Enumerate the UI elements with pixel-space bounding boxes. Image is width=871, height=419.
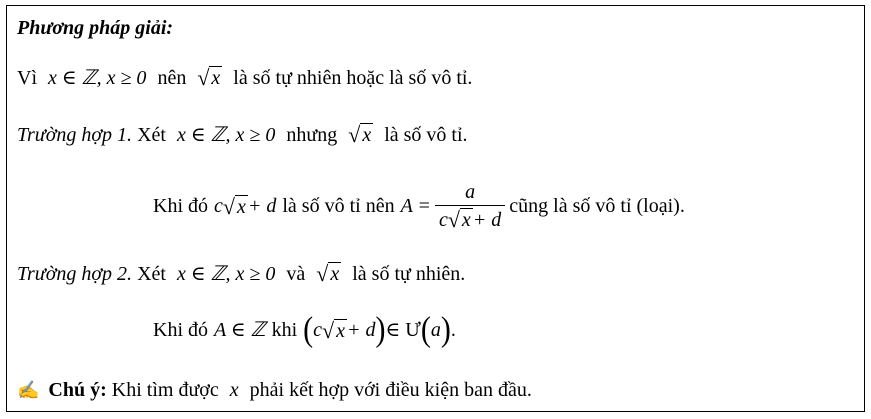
line1-prefix: Vì bbox=[17, 67, 37, 89]
khi: khi bbox=[271, 319, 298, 341]
case2-label: Trường hợp 2. bbox=[17, 263, 133, 285]
solution-box bbox=[6, 5, 865, 412]
note-label: Chú ý: bbox=[48, 379, 107, 401]
line1-condition: x ∈ ℤ, x ≥ 0 bbox=[48, 67, 147, 89]
case-2-detail: Khi đó A ∈ ℤ khi ( c √ x + d ) ∈ Ư ( a ) . bbox=[153, 310, 456, 349]
khi-do: Khi đó bbox=[153, 319, 208, 341]
A-equals: A = bbox=[400, 195, 431, 217]
case1-suffix: là số vô tỉ. bbox=[384, 124, 468, 146]
case-1 bbox=[17, 123, 468, 147]
case-1-detail bbox=[153, 178, 685, 234]
case1-mid: nhưng bbox=[286, 124, 338, 146]
case2-mid: và bbox=[286, 263, 306, 285]
fraction bbox=[435, 181, 505, 232]
note-text-after: phải kết hợp với điều kiện ban đầu. bbox=[249, 379, 532, 401]
case2-xet: Xét bbox=[137, 263, 166, 285]
case1-detail-suffix: cũng là số vô tỉ (loại). bbox=[509, 195, 685, 217]
case2-suffix: là số tự nhiên. bbox=[352, 263, 466, 285]
var-c: c bbox=[214, 195, 223, 217]
line1-mid: nên bbox=[157, 67, 187, 89]
A-in-Z: A ∈ ℤ bbox=[214, 319, 266, 341]
heading: Phương pháp giải: bbox=[17, 17, 174, 39]
sqrt-x: √ x bbox=[322, 317, 345, 343]
khi-do: Khi đó bbox=[153, 195, 208, 217]
in-U: ∈ Ư bbox=[385, 319, 421, 341]
sqrt-x: √ x bbox=[316, 261, 340, 286]
fraction-denominator: c √ x + d bbox=[435, 205, 505, 232]
var-c: c bbox=[313, 319, 323, 341]
sqrt-x: √ x bbox=[348, 122, 372, 147]
var-a: a bbox=[430, 319, 441, 341]
case-2 bbox=[17, 262, 465, 286]
note-var: x bbox=[229, 379, 239, 401]
note-text-before: Khi tìm được bbox=[111, 379, 219, 401]
period: . bbox=[450, 319, 456, 341]
line1-suffix: là số tự nhiên hoặc là số vô tỉ. bbox=[233, 67, 473, 89]
case1-condition: x ∈ ℤ, x ≥ 0 bbox=[176, 124, 276, 146]
fraction-numerator: a bbox=[465, 180, 476, 203]
plus-d: + d bbox=[346, 319, 376, 341]
case1-detail-mid: là số vô tỉ nên bbox=[282, 195, 395, 217]
pen-writing-icon: ✍ bbox=[17, 380, 40, 400]
line-1 bbox=[17, 66, 472, 90]
sqrt-x: √ x bbox=[197, 65, 221, 90]
sqrt-x: √ x bbox=[222, 193, 246, 219]
case2-condition: x ∈ ℤ, x ≥ 0 bbox=[176, 263, 276, 285]
note bbox=[17, 378, 532, 402]
case1-xet: Xét bbox=[137, 124, 166, 146]
plus-d: + d bbox=[247, 195, 277, 217]
case1-label: Trường hợp 1. bbox=[17, 124, 133, 146]
